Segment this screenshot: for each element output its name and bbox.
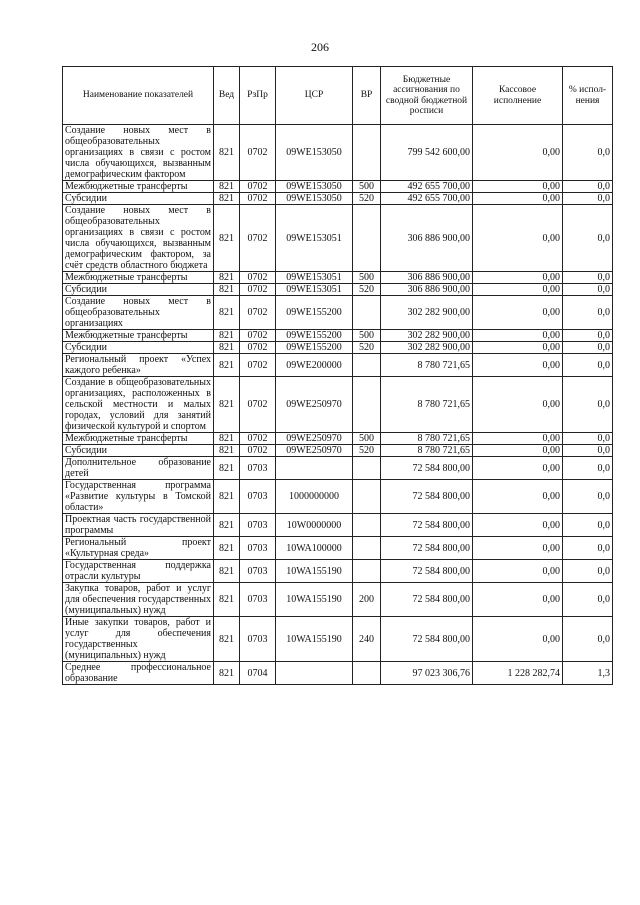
row-csr: 09WE153051 — [276, 284, 353, 296]
header-percent: % испол-нения — [563, 67, 613, 125]
row-vr: 500 — [353, 433, 381, 445]
row-rzpr: 0702 — [240, 296, 276, 330]
row-cash: 0,00 — [473, 445, 563, 457]
row-cash: 0,00 — [473, 354, 563, 377]
row-name: Среднее профессиональное образование — [63, 662, 214, 685]
table-row — [63, 342, 613, 354]
row-cash: 0,00 — [473, 296, 563, 330]
row-rzpr: 0702 — [240, 205, 276, 272]
row-csr: 10WA155190 — [276, 617, 353, 662]
table-row — [63, 193, 613, 205]
row-budget: 8 780 721,65 — [381, 445, 473, 457]
row-ved: 821 — [214, 433, 240, 445]
row-budget: 72 584 800,00 — [381, 480, 473, 514]
row-name: Межбюджетные трансферты — [63, 181, 214, 193]
row-percent: 0,0 — [563, 583, 613, 617]
row-percent: 0,0 — [563, 537, 613, 560]
row-csr: 09WE155200 — [276, 296, 353, 330]
row-ved: 821 — [214, 181, 240, 193]
row-cash: 0,00 — [473, 433, 563, 445]
row-budget: 306 886 900,00 — [381, 272, 473, 284]
row-vr — [353, 377, 381, 433]
row-budget: 72 584 800,00 — [381, 583, 473, 617]
row-budget: 306 886 900,00 — [381, 284, 473, 296]
row-budget: 302 282 900,00 — [381, 342, 473, 354]
row-name: Субсидии — [63, 445, 214, 457]
row-budget: 8 780 721,65 — [381, 433, 473, 445]
table-row — [63, 662, 613, 685]
row-cash: 1 228 282,74 — [473, 662, 563, 685]
row-name: Межбюджетные трансферты — [63, 330, 214, 342]
row-rzpr: 0702 — [240, 433, 276, 445]
row-name: Субсидии — [63, 342, 214, 354]
row-name: Дополнительное образование детей — [63, 457, 214, 480]
row-rzpr: 0703 — [240, 583, 276, 617]
row-csr: 09WE250970 — [276, 377, 353, 433]
row-percent: 0,0 — [563, 342, 613, 354]
row-ved: 821 — [214, 296, 240, 330]
header-csr: ЦСР — [276, 67, 353, 125]
row-vr: 500 — [353, 272, 381, 284]
row-percent: 0,0 — [563, 433, 613, 445]
row-percent: 0,0 — [563, 125, 613, 181]
row-csr: 09WE153050 — [276, 125, 353, 181]
row-cash: 0,00 — [473, 377, 563, 433]
row-ved: 821 — [214, 342, 240, 354]
row-csr: 09WE200000 — [276, 354, 353, 377]
row-csr — [276, 457, 353, 480]
row-name: Создание новых мест в общеобразовательных организациях в связи с ростом числа обучающихся, вызванным демографическим фактором — [63, 125, 214, 181]
row-cash: 0,00 — [473, 583, 563, 617]
row-vr: 500 — [353, 330, 381, 342]
row-percent: 0,0 — [563, 272, 613, 284]
row-cash: 0,00 — [473, 560, 563, 583]
row-budget: 72 584 800,00 — [381, 457, 473, 480]
row-csr: 09WE153050 — [276, 181, 353, 193]
row-budget: 306 886 900,00 — [381, 205, 473, 272]
row-cash: 0,00 — [473, 193, 563, 205]
row-percent: 0,0 — [563, 330, 613, 342]
row-vr: 520 — [353, 342, 381, 354]
row-rzpr: 0702 — [240, 125, 276, 181]
row-name: Субсидии — [63, 193, 214, 205]
row-percent: 1,3 — [563, 662, 613, 685]
row-cash: 0,00 — [473, 342, 563, 354]
row-vr — [353, 480, 381, 514]
row-name: Межбюджетные трансферты — [63, 272, 214, 284]
header-row — [63, 67, 613, 125]
row-ved: 821 — [214, 662, 240, 685]
table-row — [63, 354, 613, 377]
row-ved: 821 — [214, 617, 240, 662]
row-rzpr: 0703 — [240, 457, 276, 480]
header-vr: ВР — [353, 67, 381, 125]
row-budget: 492 655 700,00 — [381, 193, 473, 205]
header-cash: Кассовое исполнение — [473, 67, 563, 125]
row-vr — [353, 205, 381, 272]
table-row — [63, 296, 613, 330]
row-name: Иные закупки товаров, работ и услуг для обеспечения государственных (муниципальных) нужд — [63, 617, 214, 662]
header-budget: Бюджетные ассигнования по сводной бюджетной росписи — [381, 67, 473, 125]
row-cash: 0,00 — [473, 272, 563, 284]
row-rzpr: 0703 — [240, 537, 276, 560]
row-cash: 0,00 — [473, 480, 563, 514]
row-csr: 10WA155190 — [276, 560, 353, 583]
table-row — [63, 181, 613, 193]
row-cash: 0,00 — [473, 514, 563, 537]
row-vr: 520 — [353, 445, 381, 457]
row-budget: 72 584 800,00 — [381, 514, 473, 537]
row-ved: 821 — [214, 537, 240, 560]
row-rzpr: 0703 — [240, 480, 276, 514]
table-row — [63, 537, 613, 560]
row-name: Проектная часть государственной программы — [63, 514, 214, 537]
row-ved: 821 — [214, 193, 240, 205]
row-budget: 302 282 900,00 — [381, 296, 473, 330]
row-vr: 240 — [353, 617, 381, 662]
row-csr: 1000000000 — [276, 480, 353, 514]
row-rzpr: 0702 — [240, 272, 276, 284]
row-budget: 72 584 800,00 — [381, 560, 473, 583]
row-rzpr: 0703 — [240, 514, 276, 537]
header-rzpr: РзПр — [240, 67, 276, 125]
row-percent: 0,0 — [563, 617, 613, 662]
row-vr: 500 — [353, 181, 381, 193]
row-csr: 10WA155190 — [276, 583, 353, 617]
row-csr: 09WE153051 — [276, 205, 353, 272]
row-ved: 821 — [214, 377, 240, 433]
row-name: Создание новых мест в общеобразовательных организациях — [63, 296, 214, 330]
table-row — [63, 514, 613, 537]
page-number: 206 — [311, 40, 329, 54]
row-budget: 8 780 721,65 — [381, 377, 473, 433]
row-name: Межбюджетные трансферты — [63, 433, 214, 445]
row-ved: 821 — [214, 480, 240, 514]
row-csr — [276, 662, 353, 685]
row-budget: 302 282 900,00 — [381, 330, 473, 342]
row-cash: 0,00 — [473, 181, 563, 193]
row-percent: 0,0 — [563, 445, 613, 457]
row-vr — [353, 457, 381, 480]
row-ved: 821 — [214, 457, 240, 480]
row-rzpr: 0702 — [240, 445, 276, 457]
row-cash: 0,00 — [473, 617, 563, 662]
row-ved: 821 — [214, 284, 240, 296]
row-vr — [353, 537, 381, 560]
row-ved: 821 — [214, 330, 240, 342]
row-budget: 72 584 800,00 — [381, 617, 473, 662]
row-rzpr: 0702 — [240, 354, 276, 377]
row-cash: 0,00 — [473, 125, 563, 181]
row-name: Создание в общеобразовательных организациях, расположенных в сельской местности и малых городах, условий для занятий физической культурой и спортом — [63, 377, 214, 433]
row-percent: 0,0 — [563, 284, 613, 296]
row-rzpr: 0702 — [240, 330, 276, 342]
table-row — [63, 480, 613, 514]
row-ved: 821 — [214, 205, 240, 272]
row-ved: 821 — [214, 125, 240, 181]
table-row — [63, 272, 613, 284]
table-row — [63, 583, 613, 617]
row-percent: 0,0 — [563, 560, 613, 583]
row-ved: 821 — [214, 514, 240, 537]
row-name: Закупка товаров, работ и услуг для обеспечения государственных (муниципальных) нужд — [63, 583, 214, 617]
row-percent: 0,0 — [563, 480, 613, 514]
row-percent: 0,0 — [563, 354, 613, 377]
header-ved: Вед — [214, 67, 240, 125]
row-csr: 10W0000000 — [276, 514, 353, 537]
row-ved: 821 — [214, 272, 240, 284]
row-rzpr: 0702 — [240, 193, 276, 205]
table-row — [63, 433, 613, 445]
row-cash: 0,00 — [473, 205, 563, 272]
row-ved: 821 — [214, 445, 240, 457]
row-rzpr: 0702 — [240, 284, 276, 296]
header-name: Наименование показателей — [63, 67, 214, 125]
row-rzpr: 0703 — [240, 617, 276, 662]
row-ved: 821 — [214, 583, 240, 617]
budget-table — [62, 66, 613, 685]
table-row — [63, 284, 613, 296]
row-budget: 97 023 306,76 — [381, 662, 473, 685]
row-csr: 09WE250970 — [276, 433, 353, 445]
row-ved: 821 — [214, 560, 240, 583]
row-percent: 0,0 — [563, 205, 613, 272]
row-csr: 09WE250970 — [276, 445, 353, 457]
row-csr: 09WE153050 — [276, 193, 353, 205]
row-rzpr: 0702 — [240, 181, 276, 193]
table-row — [63, 560, 613, 583]
table-row — [63, 205, 613, 272]
row-csr: 09WE153051 — [276, 272, 353, 284]
row-vr — [353, 514, 381, 537]
row-budget: 72 584 800,00 — [381, 537, 473, 560]
row-rzpr: 0702 — [240, 342, 276, 354]
table-row — [63, 445, 613, 457]
row-budget: 8 780 721,65 — [381, 354, 473, 377]
table-row — [63, 330, 613, 342]
row-percent: 0,0 — [563, 296, 613, 330]
row-vr — [353, 662, 381, 685]
row-cash: 0,00 — [473, 284, 563, 296]
row-budget: 799 542 600,00 — [381, 125, 473, 181]
row-vr — [353, 560, 381, 583]
row-name: Субсидии — [63, 284, 214, 296]
row-vr — [353, 296, 381, 330]
row-vr — [353, 354, 381, 377]
row-percent: 0,0 — [563, 193, 613, 205]
row-name: Создание новых мест в общеобразовательных организациях в связи с ростом числа обучающихся, вызванным демографическим фактором, за счёт средств областного бюджета — [63, 205, 214, 272]
row-percent: 0,0 — [563, 377, 613, 433]
row-csr: 10WA100000 — [276, 537, 353, 560]
table-row — [63, 377, 613, 433]
row-cash: 0,00 — [473, 537, 563, 560]
row-cash: 0,00 — [473, 457, 563, 480]
table-row — [63, 617, 613, 662]
row-csr: 09WE155200 — [276, 342, 353, 354]
row-percent: 0,0 — [563, 181, 613, 193]
row-vr: 200 — [353, 583, 381, 617]
row-cash: 0,00 — [473, 330, 563, 342]
row-vr: 520 — [353, 284, 381, 296]
row-name: Государственная программа «Развитие культуры в Томской области» — [63, 480, 214, 514]
table-row — [63, 125, 613, 181]
row-vr — [353, 125, 381, 181]
table-row — [63, 457, 613, 480]
row-percent: 0,0 — [563, 514, 613, 537]
row-percent: 0,0 — [563, 457, 613, 480]
row-budget: 492 655 700,00 — [381, 181, 473, 193]
row-vr: 520 — [353, 193, 381, 205]
row-ved: 821 — [214, 354, 240, 377]
row-rzpr: 0702 — [240, 377, 276, 433]
row-name: Региональный проект «Успех каждого ребенка» — [63, 354, 214, 377]
row-rzpr: 0703 — [240, 560, 276, 583]
row-csr: 09WE155200 — [276, 330, 353, 342]
row-name: Региональный проект «Культурная среда» — [63, 537, 214, 560]
row-name: Государственная поддержка отрасли культуры — [63, 560, 214, 583]
row-rzpr: 0704 — [240, 662, 276, 685]
